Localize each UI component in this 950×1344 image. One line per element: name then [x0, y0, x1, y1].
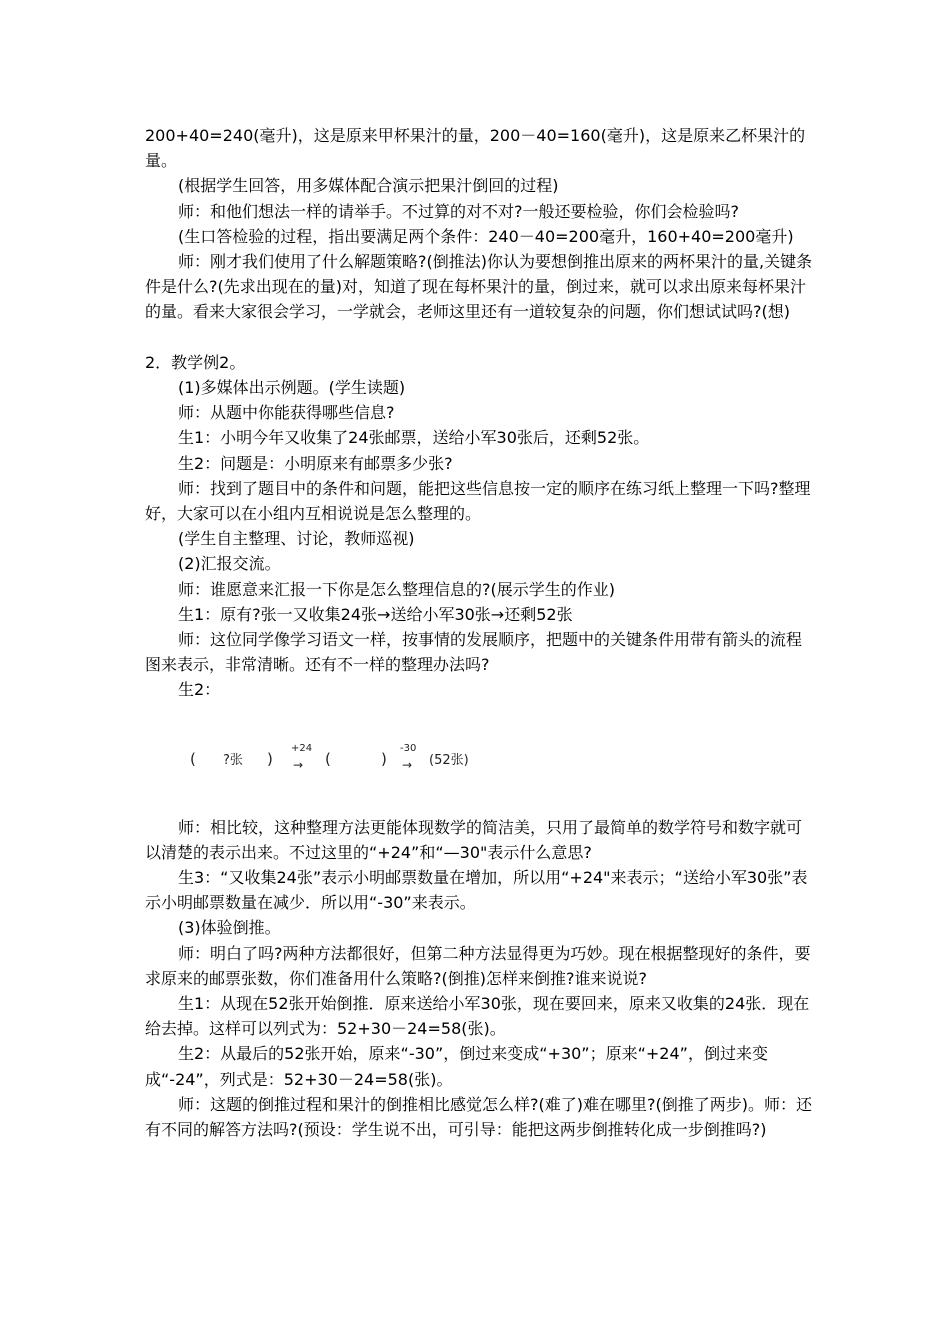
paragraph: 200+40=240(毫升)，这是原来甲杯果汁的量，200－40=160(毫升)，这是原来乙杯果汁的量。: [145, 126, 806, 171]
paragraph: 师：从题中你能获得哪些信息?: [178, 403, 395, 423]
paragraph: 师：明白了吗?两种方法都很好，但第二种方法显得更为巧妙。现在根据整现好的条件，要求原来的邮票张数，你们准备用什么策略?(倒推)怎样来倒推?谁来说说?: [145, 943, 811, 988]
minus-label: -30: [400, 742, 417, 754]
paragraph: 师：这位同学像学习语文一样，按事情的发展顺序，把题中的关键条件用带有箭头的流程图来表示，非常清晰。还有不一样的整理办法吗?: [145, 630, 803, 675]
arrow-icon: →: [293, 757, 304, 772]
close-paren: ): [381, 749, 387, 768]
paragraph: (3)体验倒推。: [178, 918, 281, 938]
paragraph: (2)汇报交流。: [178, 554, 281, 574]
unknown-count: ?张: [223, 752, 243, 768]
paragraph: 生3：“又收集24张”表示小明邮票数量在增加，所以用“+24"来表示；“送给小军30张”表示小明邮票数量在减少．所以用“-30”来表示。: [145, 868, 808, 913]
arrow-icon: →: [402, 757, 413, 772]
open-paren: (: [325, 749, 331, 768]
close-paren: ): [267, 749, 273, 768]
paragraph: 生1：原有?张一又收集24张→送给小军30张→还剩52张: [178, 604, 573, 624]
paragraph: 师：相比较，这种整理方法更能体现数学的简洁美，只用了最简单的数学符号和数字就可以清楚的表示出来。不过这里的“+24”和“—30"表示什么意思?: [145, 817, 803, 862]
paragraph: 师：和他们想法一样的请举手。不过算的对不对?一般还要检验，你们会检验吗?: [178, 201, 739, 221]
paragraph: 师：这题的倒推过程和果汁的倒推相比感觉怎么样?(难了)难在哪里?(倒推了两步)。师：还有不同的解答方法吗?(预设：学生说不出，可引导：能把这两步倒推转化成一步倒推吗?): [145, 1094, 812, 1140]
flow-diagram-image: [145, 703, 817, 815]
paragraph: (学生自主整理、讨论，教师巡视): [178, 529, 415, 549]
paragraph: 生2：: [178, 680, 221, 700]
paragraph: (根据学生回答，用多媒体配合演示把果汁倒回的过程): [178, 176, 559, 196]
paragraph: 师：谁愿意来汇报一下你是怎么整理信息的?(展示学生的作业): [178, 579, 615, 599]
paragraph: 生2：从最后的52张开始，原来“-30”，倒过来变成“+30”；原来“+24”，倒过来变成“-24”，列式是：52+30－24=58(张)。: [145, 1044, 768, 1089]
paragraph: 生1：从现在52张开始倒推．原来送给小军30张，现在要回来，原来又收集的24张．现在给去掉。这样可以列式为：52+30－24=58(张)。: [145, 994, 810, 1039]
document-body: [145, 123, 817, 1142]
paragraph: 师：找到了题目中的条件和问题，能把这些信息按一定的顺序在练习纸上整理一下吗?整理好，大家可以在小组内互相说说是怎么整理的。: [145, 478, 811, 524]
paragraph: 生1：小明今年又收集了24张邮票，送给小军30张后，还剩52张。: [178, 428, 650, 448]
section-heading: 2．教学例2。: [145, 352, 246, 372]
blank-line: [145, 325, 817, 350]
paragraph: 生2：问题是：小明原来有邮票多少张?: [178, 453, 453, 473]
open-paren: (: [190, 749, 196, 768]
paragraph: (生口答检验的过程，指出要满足两个条件：240－40=200毫升，160+40=200毫升): [178, 226, 794, 246]
plus-label: +24: [291, 742, 313, 754]
result-count: (52张): [429, 752, 469, 768]
paragraph: (1)多媒体出示例题。(学生读题): [178, 378, 406, 398]
paragraph: 师：刚才我们使用了什么解题策略?(倒推法)你认为要想倒推出原来的两杯果汁的量,关键条件是什么?(先求出现在的量)对，知道了现在每杯果汁的量，倒过来，就可以求出原来每杯果汁的量。看来大家很会学习，一学就会，老师这里还有一道较复杂的问题，你们想试试吗?(想): [145, 252, 813, 322]
